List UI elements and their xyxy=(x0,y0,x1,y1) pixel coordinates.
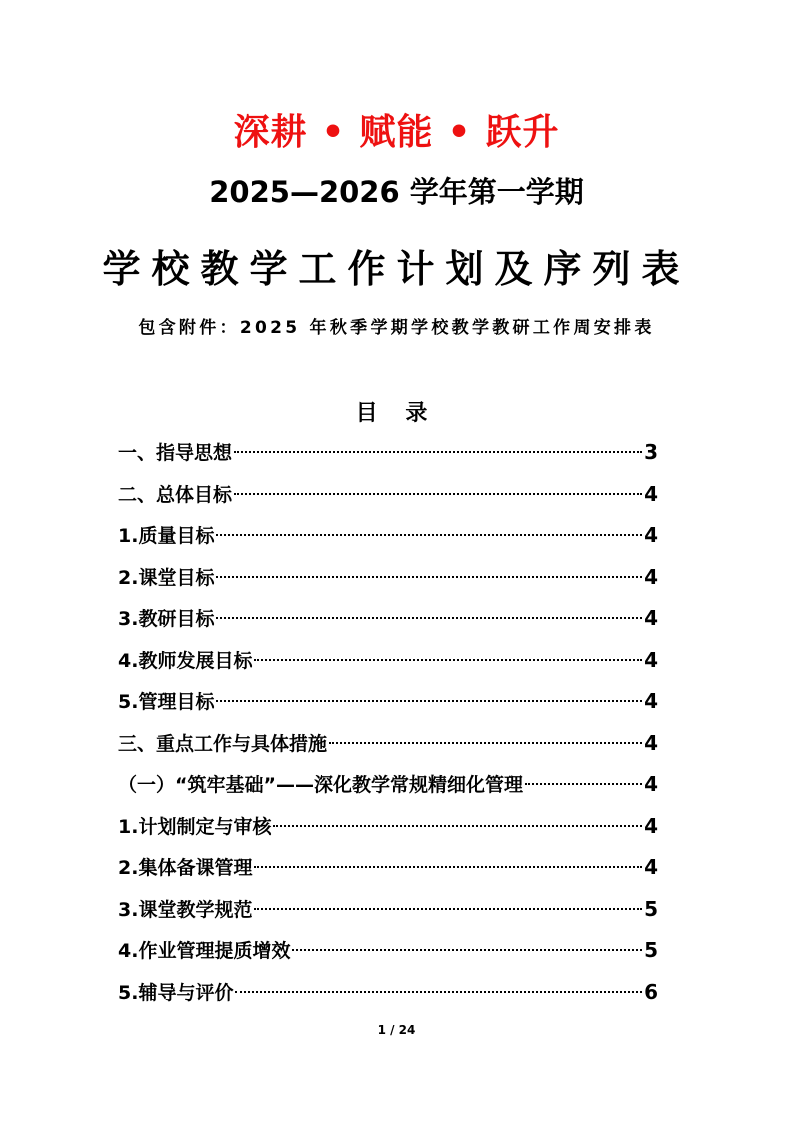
slogan-part: 深耕 xyxy=(233,112,308,153)
dot-leader xyxy=(216,617,642,619)
dot-leader xyxy=(525,783,642,785)
slogan xyxy=(0,104,793,155)
toc-entry-label: 4.教师发展目标 xyxy=(118,649,253,672)
toc-entry[interactable] xyxy=(118,723,658,765)
toc-entry-page: 4 xyxy=(644,523,658,547)
toc-entry-page: 4 xyxy=(644,647,658,672)
toc-entry-page: 5 xyxy=(644,938,658,962)
toc-entry-label: 5.辅导与评价 xyxy=(118,981,234,1004)
toc-entry-page: 5 xyxy=(644,896,658,921)
toc-entry[interactable] xyxy=(118,598,658,640)
dot-leader xyxy=(254,866,642,868)
toc-entry-label: 三、重点工作与具体措施 xyxy=(118,732,328,755)
toc-entry-label: 2.集体备课管理 xyxy=(118,857,253,879)
toc-entry[interactable] xyxy=(118,889,658,931)
toc-entry-page: 4 xyxy=(644,689,658,713)
toc-entry[interactable] xyxy=(118,557,658,599)
slogan-part: 跃升 xyxy=(485,112,560,153)
toc-entry-label: 1.质量目标 xyxy=(118,525,215,547)
dot-leader xyxy=(292,949,642,951)
dot-leader xyxy=(216,534,642,536)
toc-entry-page: 4 xyxy=(644,772,658,796)
toc-entry[interactable] xyxy=(118,681,658,723)
toc-entry[interactable] xyxy=(118,930,658,972)
toc-entry-label: 5.管理目标 xyxy=(118,691,215,713)
toc-entry-label: 2.课堂目标 xyxy=(118,566,215,589)
toc-entry-page: 6 xyxy=(644,979,658,1004)
dot-leader xyxy=(254,908,642,910)
dot-leader xyxy=(273,825,642,827)
toc-entry[interactable] xyxy=(118,806,658,848)
toc-entry[interactable] xyxy=(118,432,658,474)
slogan-part: 赋能 xyxy=(359,112,434,153)
toc-entry-label: 3.教研目标 xyxy=(118,608,215,630)
toc-entry-label: 4.作业管理提质增效 xyxy=(118,940,291,962)
toc-entry[interactable] xyxy=(118,764,658,806)
dot-leader xyxy=(254,659,642,661)
slogan-separator: • xyxy=(447,112,472,153)
toc-entry-label: 一、指导思想 xyxy=(118,442,233,464)
subtitle: 包含附件：2025 年秋季学期学校教学教研工作周安排表 xyxy=(138,318,655,338)
table-of-contents xyxy=(118,432,658,1013)
dot-leader xyxy=(329,742,642,744)
toc-entry-label: 1.计划制定与审核 xyxy=(118,815,272,838)
toc-entry-label: 二、总体目标 xyxy=(118,483,233,506)
toc-entry[interactable] xyxy=(118,640,658,682)
toc-entry-page: 4 xyxy=(644,606,658,630)
slogan-separator: • xyxy=(321,112,346,153)
dot-leader xyxy=(234,451,642,453)
toc-title: 目 录 xyxy=(355,401,438,426)
page-number: 1 / 24 xyxy=(377,1023,416,1037)
toc-entry[interactable] xyxy=(118,474,658,516)
toc-entry-page: 4 xyxy=(644,564,658,589)
toc-entry-label: 3.课堂教学规范 xyxy=(118,898,253,921)
toc-entry[interactable] xyxy=(118,515,658,557)
term-heading: 2025—2026 学年第一学期 xyxy=(209,175,584,209)
dot-leader xyxy=(216,700,642,702)
toc-entry[interactable] xyxy=(118,972,658,1014)
main-title: 学校教学工作计划及序列表 xyxy=(102,247,691,291)
toc-entry-page: 4 xyxy=(644,481,658,506)
toc-entry-page: 4 xyxy=(644,813,658,838)
dot-leader xyxy=(235,991,642,993)
toc-entry-page: 4 xyxy=(644,730,658,755)
dot-leader xyxy=(234,493,642,495)
toc-entry-page: 4 xyxy=(644,855,658,879)
dot-leader xyxy=(216,576,642,578)
toc-entry[interactable] xyxy=(118,847,658,889)
toc-entry-page: 3 xyxy=(644,440,658,464)
toc-entry-label: （一）“筑牢基础”——深化教学常规精细化管理 xyxy=(118,774,523,796)
